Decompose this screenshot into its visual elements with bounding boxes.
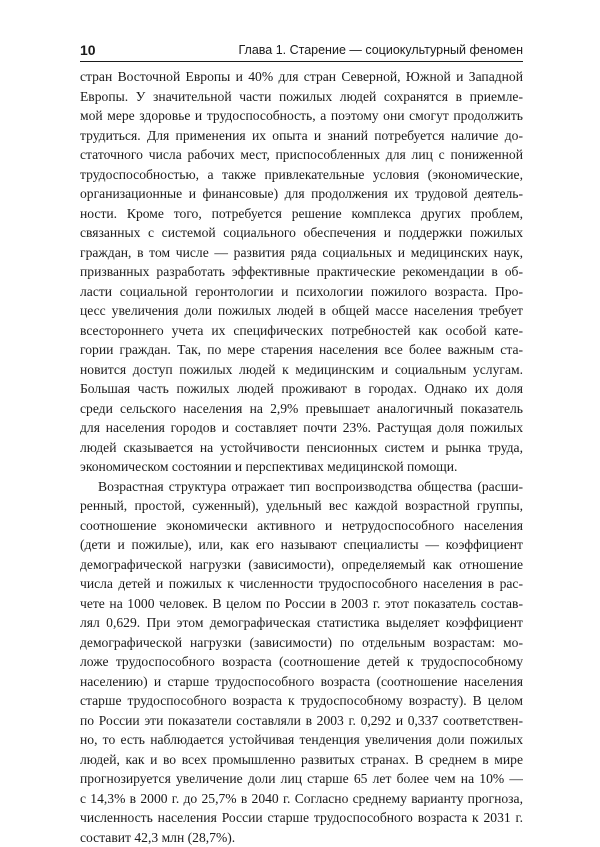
text-line: соотношение экономически активного и нетрудоспособного населения — [80, 516, 523, 536]
text-line: Европы. У значительной части пожилых людей сохранятся в приемле- — [80, 87, 523, 107]
text-line: цесс увеличения доли пожилых людей в общей массе населения требует — [80, 301, 523, 321]
text-line: с 14,3% в 2000 г. до 25,7% в 2040 г. Согласно среднему варианту прогноза, — [80, 789, 523, 809]
text-line: ласти социальной геронтологии и психологии пожилого возраста. Про- — [80, 282, 523, 302]
chapter-title: Глава 1. Старение — социокультурный феномен — [238, 40, 523, 60]
text-line: трудиться. Для применения их опыта и знаний потребуется наличие до- — [80, 126, 523, 146]
text-line: людей, как и во всех промышленно развитых странах. В среднем в мире — [80, 750, 523, 770]
text-line: среди сельского населения на 2,9% превышает аналогичный показатель — [80, 399, 523, 419]
running-header — [80, 40, 523, 60]
paragraph — [80, 67, 523, 477]
text-line: трудоспособностью, а также привлекательные условия (экономические, — [80, 165, 523, 185]
header-divider — [80, 61, 523, 62]
text-line: стран Восточной Европы и 40% для стран Северной, Южной и Западной — [80, 67, 523, 87]
text-line: Большая часть пожилых людей проживают в городах. Однако их доля — [80, 379, 523, 399]
text-line: связанных с системой социального обеспечения и поддержки пожилых — [80, 223, 523, 243]
text-line: прогнозируется увеличение доли лиц старше 65 лет более чем на 10% — — [80, 769, 523, 789]
body-text — [80, 67, 523, 847]
text-line: ности. Кроме того, потребуется решение комплекса других проблем, — [80, 204, 523, 224]
text-line: новится доступ пожилых людей к медицинским и социальным услугам. — [80, 360, 523, 380]
paragraph — [80, 477, 523, 847]
text-line: людей сказывается на устойчивости пенсионных систем и рынка труда, — [80, 438, 523, 458]
text-line: ложе трудоспособного возраста (соотношение детей к трудоспособному — [80, 652, 523, 672]
text-line: демографической нагрузки (зависимости), определяемый как отношение — [80, 555, 523, 575]
text-line: мой мере здоровье и трудоспособность, а поэтому они смогут продолжить — [80, 106, 523, 126]
text-line: но, то есть наблюдается устойчивая тенденция увеличения доли пожилых — [80, 730, 523, 750]
text-line: гории граждан. Так, по мере старения населения все более важным ста- — [80, 340, 523, 360]
text-line: граждан, в том числе — развития ряда социальных и медицинских наук, — [80, 243, 523, 263]
text-line: экономическом состоянии и перспективах медицинской помощи. — [80, 457, 523, 477]
text-line: (дети и пожилые), или, как его называют специалисты — коэффициент — [80, 535, 523, 555]
text-line: численность населения России старше трудоспособного возраста к 2031 г. — [80, 808, 523, 828]
text-line: числа детей и пожилых к численности трудоспособного населения в рас- — [80, 574, 523, 594]
text-line: призванных разработать эффективные практические рекомендации в об- — [80, 262, 523, 282]
page-number: 10 — [80, 40, 96, 60]
text-line: Возрастная структура отражает тип воспроизводства общества (расши- — [80, 477, 523, 497]
text-line: демографической нагрузки (зависимости) по отдельным возрастам: мо- — [80, 633, 523, 653]
text-line: ренный, простой, суженный), удельный вес каждой возрастной группы, — [80, 496, 523, 516]
text-line: старше трудоспособного возраста к трудоспособному возрасту). В целом — [80, 691, 523, 711]
text-line: составит 42,3 млн (28,7%). — [80, 828, 523, 847]
text-line: для населения городов и составляет почти 23%. Растущая доля пожилых — [80, 418, 523, 438]
text-line: чете на 1000 человек. В целом по России в 2003 г. этот показатель состав- — [80, 594, 523, 614]
text-line: организационные и финансовые) для продолжения их трудовой деятель- — [80, 184, 523, 204]
text-line: статочного числа рабочих мест, приспособленных для лиц с пониженной — [80, 145, 523, 165]
text-line: лял 0,629. При этом демографическая статистика выделяет коэффициент — [80, 613, 523, 633]
text-line: населению) и старше трудоспособного возраста (соотношение населения — [80, 672, 523, 692]
text-line: по России эти показатели составляли в 2003 г. 0,292 и 0,337 соответствен- — [80, 711, 523, 731]
text-line: всестороннего учета их специфических потребностей как особой кате- — [80, 321, 523, 341]
